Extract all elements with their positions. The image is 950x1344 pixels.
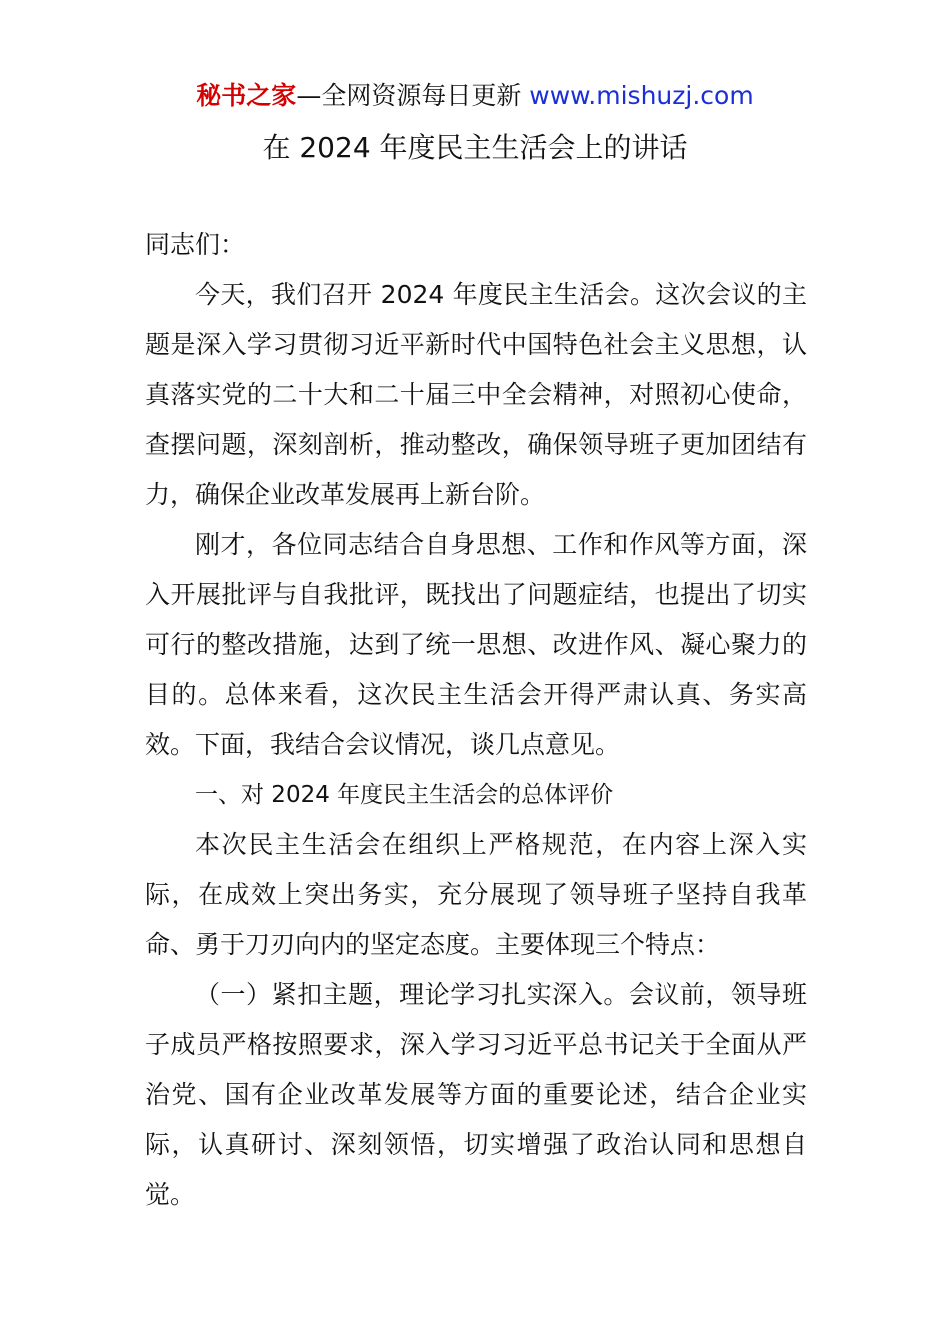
site-url-link[interactable]: www.mishuzj.com <box>529 81 754 110</box>
document-body <box>145 220 807 1220</box>
body-paragraph: 刚才，各位同志结合自身思想、工作和作风等方面，深入开展批评与自我批评，既找出了问题症结，也提出了切实可行的整改措施，达到了统一思想、改进作风、凝心聚力的目的。总体来看，这次民主生活会开得严肃认真、务实高效。下面，我结合会议情况，谈几点意见。 <box>145 530 807 759</box>
document-title: 在 2024 年度民主生活会上的讲话 <box>262 131 688 164</box>
site-tagline: —全网资源每日更新 <box>296 81 530 110</box>
site-brand: 秘书之家 <box>196 81 297 110</box>
body-paragraph: 今天，我们召开 2024 年度民主生活会。这次会议的主题是深入学习贯彻习近平新时代中国特色社会主义思想，认真落实党的二十大和二十届三中全会精神，对照初心使命，查摆问题，深刻剖析，推动整改，确保领导班子更加团结有力，确保企业改革发展再上新台阶。 <box>145 280 807 509</box>
body-paragraph: 本次民主生活会在组织上严格规范，在内容上深入实际，在成效上突出务实，充分展现了领导班子坚持自我革命、勇于刀刃向内的坚定态度。主要体现三个特点： <box>145 830 807 959</box>
site-watermark-header <box>0 80 950 112</box>
salutation: 同志们： <box>145 230 246 259</box>
section-heading: 一、对 2024 年度民主生活会的总体评价 <box>195 782 614 808</box>
body-paragraph: （一）紧扣主题，理论学习扎实深入。会议前，领导班子成员严格按照要求，深入学习习近平总书记关于全面从严治党、国有企业改革发展等方面的重要论述，结合企业实际，认真研讨、深刻领悟，切实增强了政治认同和思想自觉。 <box>145 980 807 1209</box>
